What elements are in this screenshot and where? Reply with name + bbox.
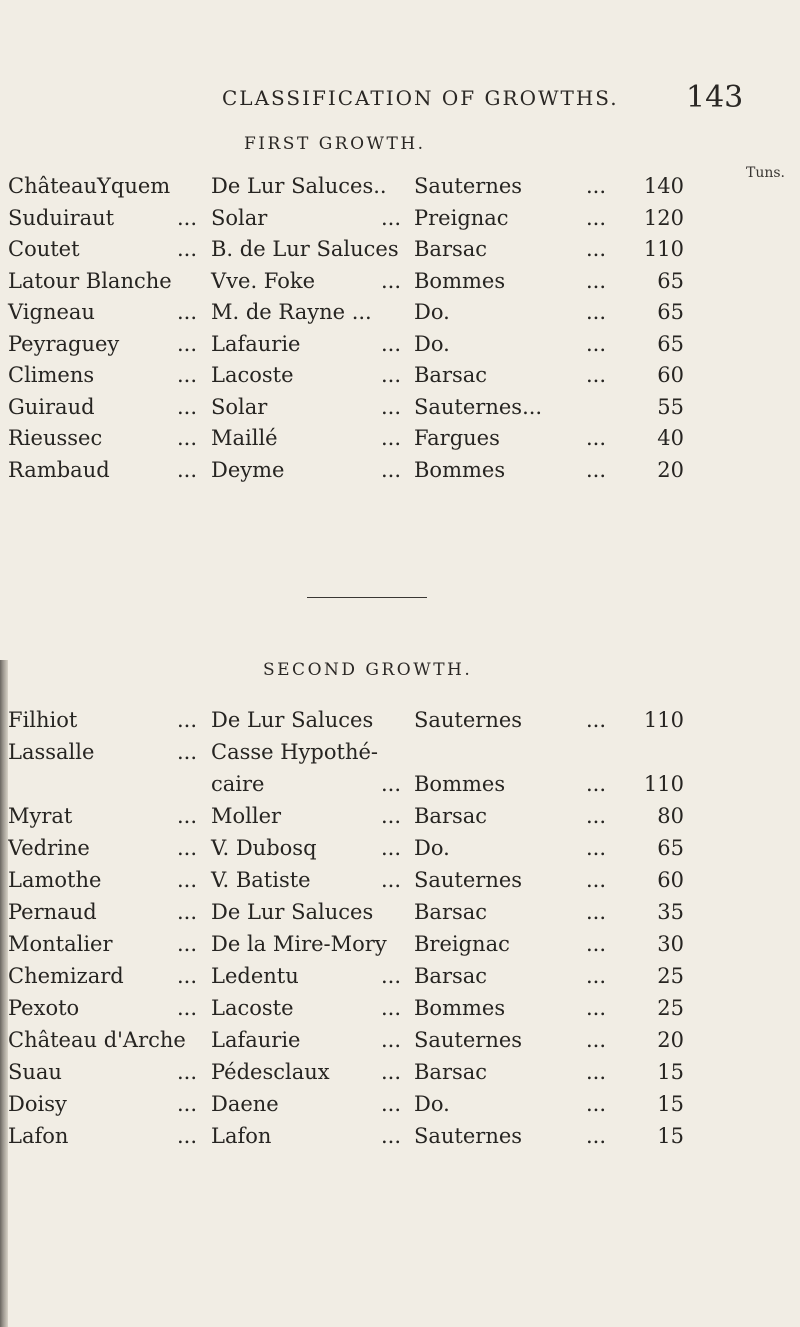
leader-dots: ... xyxy=(381,205,402,230)
owner-name: Moller xyxy=(211,804,282,828)
vineyard-name: Suau xyxy=(8,1060,62,1084)
owner-name: V. Batiste xyxy=(211,868,311,892)
table-row xyxy=(0,452,800,488)
leader-dots: ... xyxy=(381,394,402,419)
commune-name: Preignac xyxy=(414,205,509,230)
tuns-value: 120 xyxy=(643,205,684,230)
owner-name: Lafaurie xyxy=(211,331,301,356)
leader-dots: ... xyxy=(586,1092,607,1116)
leader-dots: ... xyxy=(586,932,607,956)
leader-dots: ... xyxy=(586,1028,607,1052)
tuns-value: 15 xyxy=(657,1060,684,1084)
leader-dots: ... xyxy=(177,868,198,892)
leader-dots: ... xyxy=(381,1060,402,1084)
owner-name: B. de Lur Saluces xyxy=(211,237,399,261)
leader-dots: ... xyxy=(177,708,198,732)
leader-dots: ... xyxy=(586,900,607,924)
vineyard-name: Lamothe xyxy=(8,868,102,892)
table-row xyxy=(0,1022,800,1058)
leader-dots: ... xyxy=(177,1124,198,1148)
leader-dots: ... xyxy=(586,868,607,892)
commune-name: Barsac xyxy=(414,900,488,924)
leader-dots: ... xyxy=(177,1060,198,1084)
tuns-value: 35 xyxy=(657,900,684,924)
leader-dots: ... xyxy=(586,1124,607,1148)
commune-name: Sauternes xyxy=(414,1028,523,1052)
vineyard-name: Climens xyxy=(8,363,95,387)
owner-name: Solar xyxy=(211,394,268,419)
table-row xyxy=(0,894,800,930)
vineyard-name: Guiraud xyxy=(8,394,95,419)
leader-dots: ... xyxy=(177,363,198,387)
leader-dots: ... xyxy=(381,1092,402,1116)
commune-name: Barsac xyxy=(414,964,488,988)
leader-dots: ... xyxy=(177,804,198,828)
table-row xyxy=(0,862,800,898)
tuns-value: 15 xyxy=(657,1124,684,1148)
running-head xyxy=(0,80,800,120)
second-growth-heading: SECOND GROWTH. xyxy=(263,660,473,680)
leader-dots: ... xyxy=(177,426,198,450)
commune-name: Barsac xyxy=(414,363,488,387)
leader-dots: ... xyxy=(381,868,402,892)
commune-name: Barsac xyxy=(414,1060,488,1084)
table-row xyxy=(0,1086,800,1122)
vineyard-name: Doisy xyxy=(8,1092,67,1116)
owner-name: De la Mire-Mory xyxy=(211,932,387,956)
leader-dots: ... xyxy=(586,300,607,324)
vineyard-name: Vedrine xyxy=(8,836,90,860)
commune-name: Bommes xyxy=(414,268,506,293)
leader-dots: ... xyxy=(381,363,402,387)
page-number: 143 xyxy=(686,80,744,115)
commune-name: Do. xyxy=(414,331,450,356)
commune-name: Do. xyxy=(414,836,450,860)
leader-dots: ... xyxy=(177,836,198,860)
owner-name: Lacoste xyxy=(211,363,294,387)
leader-dots: ... xyxy=(177,331,198,356)
leader-dots: ... xyxy=(586,268,607,293)
owner-name: Pédesclaux xyxy=(211,1060,330,1084)
tuns-value: 110 xyxy=(643,237,684,261)
leader-dots: ... xyxy=(586,426,607,450)
owner-name: Solar xyxy=(211,205,268,230)
owner-name: caire xyxy=(211,772,265,796)
vineyard-name: Latour Blanche xyxy=(8,268,172,293)
commune-name: Bommes xyxy=(414,772,506,796)
table-row xyxy=(0,1118,800,1154)
leader-dots: ... xyxy=(586,772,607,796)
commune-name: Do. xyxy=(414,300,450,324)
leader-dots: ... xyxy=(586,1060,607,1084)
leader-dots: ... xyxy=(381,1124,402,1148)
owner-name: Deyme xyxy=(211,457,285,482)
commune-name: Breignac xyxy=(414,932,510,956)
leader-dots: ... xyxy=(177,932,198,956)
owner-name: Lacoste xyxy=(211,996,294,1020)
owner-name: Ledentu xyxy=(211,964,299,988)
table-row xyxy=(0,926,800,962)
commune-name: Fargues xyxy=(414,426,500,450)
vineyard-name: Filhiot xyxy=(8,708,78,732)
table-row xyxy=(0,702,800,738)
section-divider xyxy=(307,597,427,598)
tuns-value: 55 xyxy=(657,394,684,419)
vineyard-name: Myrat xyxy=(8,804,73,828)
commune-name: Sauternes... xyxy=(414,394,543,419)
leader-dots: ... xyxy=(381,996,402,1020)
leader-dots: ... xyxy=(381,772,402,796)
tuns-value: 30 xyxy=(657,932,684,956)
leader-dots: ... xyxy=(586,237,607,261)
vineyard-name: Suduiraut xyxy=(8,205,115,230)
leader-dots: ... xyxy=(177,996,198,1020)
vineyard-name: Coutet xyxy=(8,237,80,261)
leader-dots: ... xyxy=(381,268,402,293)
tuns-value: 65 xyxy=(657,331,684,356)
owner-name: De Lur Saluces xyxy=(211,900,374,924)
commune-name: Barsac xyxy=(414,237,488,261)
vineyard-name: Peyraguey xyxy=(8,331,120,356)
leader-dots: ... xyxy=(381,836,402,860)
owner-name: Lafaurie xyxy=(211,1028,301,1052)
vineyard-name: Pernaud xyxy=(8,900,97,924)
table-row xyxy=(0,766,800,802)
running-title: CLASSIFICATION OF GROWTHS. xyxy=(222,86,619,110)
table-row xyxy=(0,734,800,770)
vineyard-name: Montalier xyxy=(8,932,113,956)
owner-name: Daene xyxy=(211,1092,279,1116)
leader-dots: ... xyxy=(381,964,402,988)
owner-name: De Lur Saluces.. xyxy=(211,174,387,198)
vineyard-name: Pexoto xyxy=(8,996,80,1020)
leader-dots: ... xyxy=(586,708,607,732)
commune-name: Sauternes xyxy=(414,1124,523,1148)
leader-dots: ... xyxy=(381,457,402,482)
table-row xyxy=(0,958,800,994)
leader-dots: ... xyxy=(586,363,607,387)
leader-dots: ... xyxy=(586,996,607,1020)
owner-name: V. Dubosq xyxy=(211,836,317,860)
leader-dots: ... xyxy=(177,457,198,482)
leader-dots: ... xyxy=(586,457,607,482)
tuns-value: 20 xyxy=(657,1028,684,1052)
owner-name: M. de Rayne ... xyxy=(211,300,372,324)
leader-dots: ... xyxy=(177,740,198,764)
leader-dots: ... xyxy=(586,836,607,860)
leader-dots: ... xyxy=(381,1028,402,1052)
commune-name: Bommes xyxy=(414,996,506,1020)
leader-dots: ... xyxy=(381,426,402,450)
owner-name: De Lur Saluces xyxy=(211,708,374,732)
commune-name: Sauternes xyxy=(414,708,523,732)
tuns-value: 65 xyxy=(657,300,684,324)
owner-name: Casse Hypothé- xyxy=(211,740,378,764)
vineyard-name: Vigneau xyxy=(8,300,95,324)
tuns-value: 60 xyxy=(657,363,684,387)
vineyard-name: Lafon xyxy=(8,1124,69,1148)
leader-dots: ... xyxy=(177,205,198,230)
leader-dots: ... xyxy=(177,300,198,324)
vineyard-name: ChâteauYquem xyxy=(8,174,171,198)
vineyard-name: Rieussec xyxy=(8,426,103,450)
tuns-value: 110 xyxy=(643,708,684,732)
tuns-value: 15 xyxy=(657,1092,684,1116)
tuns-value: 80 xyxy=(657,804,684,828)
leader-dots: ... xyxy=(177,394,198,419)
leader-dots: ... xyxy=(586,174,607,198)
leader-dots: ... xyxy=(586,205,607,230)
leader-dots: ... xyxy=(177,900,198,924)
tuns-value: 65 xyxy=(657,268,684,293)
tuns-value: 65 xyxy=(657,836,684,860)
vineyard-name: Lassalle xyxy=(8,740,95,764)
commune-name: Bommes xyxy=(414,457,506,482)
tuns-value: 40 xyxy=(657,426,684,450)
table-row xyxy=(0,1054,800,1090)
tuns-value: 25 xyxy=(657,964,684,988)
owner-name: Maillé xyxy=(211,426,278,450)
first-growth-heading: FIRST GROWTH. xyxy=(244,134,426,154)
leader-dots: ... xyxy=(177,237,198,261)
leader-dots: ... xyxy=(381,804,402,828)
commune-name: Do. xyxy=(414,1092,450,1116)
vineyard-name: Château d'Arche xyxy=(8,1028,186,1052)
table-row xyxy=(0,830,800,866)
commune-name: Barsac xyxy=(414,804,488,828)
tuns-value: 25 xyxy=(657,996,684,1020)
leader-dots: ... xyxy=(177,964,198,988)
owner-name: Lafon xyxy=(211,1124,272,1148)
page-binding-edge xyxy=(0,660,8,1327)
table-row xyxy=(0,798,800,834)
tuns-value: 60 xyxy=(657,868,684,892)
vineyard-name: Chemizard xyxy=(8,964,124,988)
leader-dots: ... xyxy=(586,331,607,356)
tuns-value: 140 xyxy=(643,174,684,198)
table-row xyxy=(0,990,800,1026)
tuns-value: 110 xyxy=(643,772,684,796)
tuns-value: 20 xyxy=(657,457,684,482)
leader-dots: ... xyxy=(381,331,402,356)
vineyard-name: Rambaud xyxy=(8,457,110,482)
owner-name: Vve. Foke xyxy=(211,268,316,293)
commune-name: Sauternes xyxy=(414,174,523,198)
units-label: Tuns. xyxy=(746,165,786,181)
leader-dots: ... xyxy=(177,1092,198,1116)
leader-dots: ... xyxy=(586,804,607,828)
commune-name: Sauternes xyxy=(414,868,523,892)
leader-dots: ... xyxy=(586,964,607,988)
